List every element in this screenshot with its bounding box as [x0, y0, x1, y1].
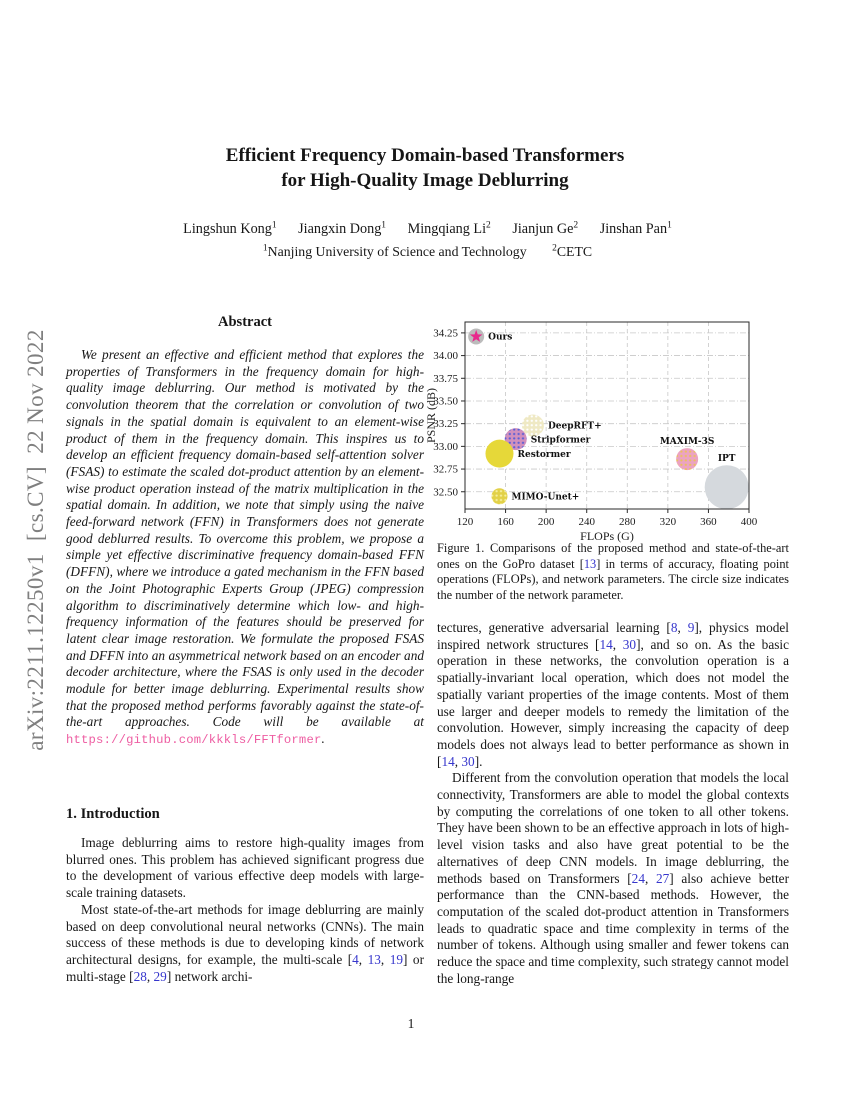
- svg-text:MAXIM-3S: MAXIM-3S: [659, 437, 715, 448]
- citation-link[interactable]: 14: [441, 753, 455, 769]
- svg-text:Stripformer: Stripformer: [530, 435, 591, 446]
- svg-text:Ours: Ours: [488, 332, 513, 343]
- citation-link[interactable]: 30: [622, 636, 637, 652]
- text-run: ] network archi-: [166, 968, 253, 984]
- svg-text:240: 240: [578, 516, 595, 528]
- intro-paragraph-1: Image deblurring aims to restore high-quality images from blurred ones. This problem has achieved significant progress due to the development of various effective deep models with large-scale training datasets.: [66, 835, 424, 901]
- github-url-link[interactable]: https://github.com/kkkls/FFTformer: [66, 733, 322, 748]
- svg-text:PSNR (dB): PSNR (dB): [424, 387, 438, 444]
- text-run: ,: [146, 968, 154, 984]
- citation-link[interactable]: 29: [153, 968, 167, 984]
- text-run: We present an effective and efficient method that explores the properties of Transformers in the frequency domain for high-quality image deblurring. Our method is motivated by the convolution theorem that the correlation or convolution of two signals in the spatial domain is equivalent to an element-wise product of them in the frequency domain. This inspires us to develop an efficient frequency domain-based self-attention solver (FSAS) to estimate the scaled dot-product attention by an element-wise product operation instead of the matrix multiplication in the spatial domain. In addition, we note that simply using the naive feed-forward network (FFN) in Transformers does not generate good deblurred results. To overcome this problem, we propose a simple yet effective discriminative frequency domain-based FFN (DFFN), where we introduce a gated mechanism in the FFN based on the Joint Photographic Experts Group (JPEG) compression algorithm to discriminatively determine which low- and high-frequency information of the features should be preserved for latent clear image restoration. We formulate the proposed FSAS and DFFN into an asymmetrical network based on an encoder and decoder architecture, where the FSAS is only used in the decoder module for better image deblurring. Experimental results show that the proposed method performs favorably against the state-of-the-art approaches. Code will be available at: [66, 347, 424, 730]
- svg-text:400: 400: [740, 516, 758, 528]
- svg-text:160: 160: [497, 516, 514, 528]
- citation-link[interactable]: 9: [687, 620, 695, 635]
- introduction-heading: 1. Introduction: [66, 806, 160, 822]
- abstract-text: [66, 347, 424, 749]
- figure1-chart: [424, 313, 760, 543]
- text-run: ,: [677, 620, 688, 635]
- affiliation-list: [66, 244, 789, 260]
- text-run: Most state-of-the-art methods for image deblurring are mainly based on deep convolutional neural networks (CNNs). The main success of these methods is due to developing kinds of network architectural designs, for example, the multi-scale [: [66, 901, 424, 967]
- text-run: ], and so on. As the basic operation in these networks, the convolution operation is a spatially-invariant local operation, which does not model the spatially variant properties of the image contents. Most of them use larger and deeper models to remedy the limitation of the convolution. However, simply increasing the capacity of deep models does not always lead to better performance as shown in [: [437, 636, 789, 769]
- svg-text:120: 120: [456, 516, 474, 528]
- author: Jinshan Pan$^1$: [599, 220, 672, 237]
- text-run: ,: [454, 753, 462, 769]
- text-run: ] in terms of accuracy, floating point operations (FLOPs), and network parameters. The circle size indicates the number of the network parameter.: [437, 556, 789, 602]
- svg-text:34.25: 34.25: [433, 327, 458, 340]
- text-run: tectures, generative adversarial learning [: [437, 620, 671, 635]
- svg-text:280: 280: [619, 516, 636, 528]
- citation-link[interactable]: 14: [599, 636, 613, 652]
- text-run: ,: [380, 951, 390, 967]
- text-run: ] also achieve better performance than the CNN-based methods. However, the computation of the scaled dot-product attention in Transformers leads to quadratic space and time complexity in terms of the number of tokens. Although using smaller and fewer tokens can reduce the space and time complexity, such strategy cannot model the long-range: [437, 870, 789, 986]
- svg-text:32.50: 32.50: [433, 486, 458, 499]
- svg-text:33.00: 33.00: [433, 440, 458, 453]
- right-column: [437, 620, 789, 987]
- text-run: Different from the convolution operation that models the local connectivity, Transformers are able to model the global contexts by computing the correlations of one token to all other tokens. They have been shown to be an effective approach in lots of high-level vision tasks and also have great potential to be the alternatives of deep CNN models. In image deblurring, the methods based on Transformers [: [437, 770, 789, 886]
- paper-title-line1: Efficient Frequency Domain-based Transformers: [225, 145, 625, 166]
- text-run: .: [321, 731, 325, 747]
- svg-text:33.25: 33.25: [433, 418, 458, 431]
- svg-text:MIMO-Unet+: MIMO-Unet+: [511, 492, 580, 503]
- text-run: ,: [644, 870, 656, 886]
- svg-text:32.75: 32.75: [433, 463, 458, 476]
- citation-link[interactable]: 4: [352, 951, 359, 967]
- citation-link[interactable]: 8: [670, 620, 678, 635]
- scatter-plot: [424, 313, 760, 543]
- abstract-heading: Abstract: [218, 314, 272, 330]
- body-paragraph-continuation: [437, 620, 789, 770]
- svg-text:FLOPs (G): FLOPs (G): [580, 529, 634, 543]
- left-column: [66, 314, 424, 749]
- svg-text:IPT: IPT: [717, 454, 736, 465]
- svg-text:200: 200: [537, 516, 555, 528]
- svg-text:Restormer: Restormer: [517, 449, 571, 460]
- text-run: Figure 1. Comparisons of the proposed method and state-of-the-art ones on the GoPro dataset [: [437, 541, 789, 571]
- text-run: ], physics model inspired network structures [: [437, 620, 790, 652]
- author: Mingqiang Li$^2$: [407, 220, 491, 237]
- citation-link[interactable]: 30: [461, 753, 475, 769]
- affiliation: $^1$Nanjing University of Science and Technology: [262, 243, 527, 259]
- arxiv-watermark: arXiv:2211.12250v1 [cs.CV] 22 Nov 2022: [23, 329, 48, 751]
- author: Lingshun Kong$^1$: [183, 220, 277, 237]
- svg-text:33.75: 33.75: [433, 372, 458, 385]
- intro-paragraph-2: [66, 902, 424, 986]
- paper-title-line2: for High-Quality Image Deblurring: [281, 169, 569, 191]
- author: Jianjun Ge$^2$: [512, 220, 579, 237]
- paper-title: [125, 144, 725, 193]
- svg-text:34.00: 34.00: [433, 350, 458, 363]
- citation-link[interactable]: 13: [367, 951, 381, 967]
- citation-link[interactable]: 19: [389, 951, 404, 967]
- affiliation: $^2$CETC: [552, 243, 593, 259]
- text-run: ,: [358, 951, 368, 967]
- author-list: [66, 221, 789, 238]
- text-run: ,: [612, 636, 623, 652]
- citation-link[interactable]: 28: [133, 968, 147, 984]
- body-paragraph-transformers: [437, 770, 789, 987]
- citation-link[interactable]: 27: [655, 870, 670, 886]
- citation-link[interactable]: 24: [631, 870, 645, 886]
- svg-text:DeepRFT+: DeepRFT+: [547, 421, 602, 432]
- figure1-caption: [437, 541, 789, 603]
- svg-text:320: 320: [659, 516, 677, 528]
- page-number: 1: [407, 1016, 415, 1031]
- svg-text:33.50: 33.50: [433, 395, 458, 408]
- introduction-section: [66, 806, 424, 985]
- text-run: ] or multi-stage [: [66, 951, 424, 984]
- author: Jiangxin Dong$^1$: [298, 220, 387, 237]
- citation-link[interactable]: 13: [583, 556, 597, 571]
- svg-text:360: 360: [700, 516, 717, 528]
- text-run: ].: [474, 753, 483, 769]
